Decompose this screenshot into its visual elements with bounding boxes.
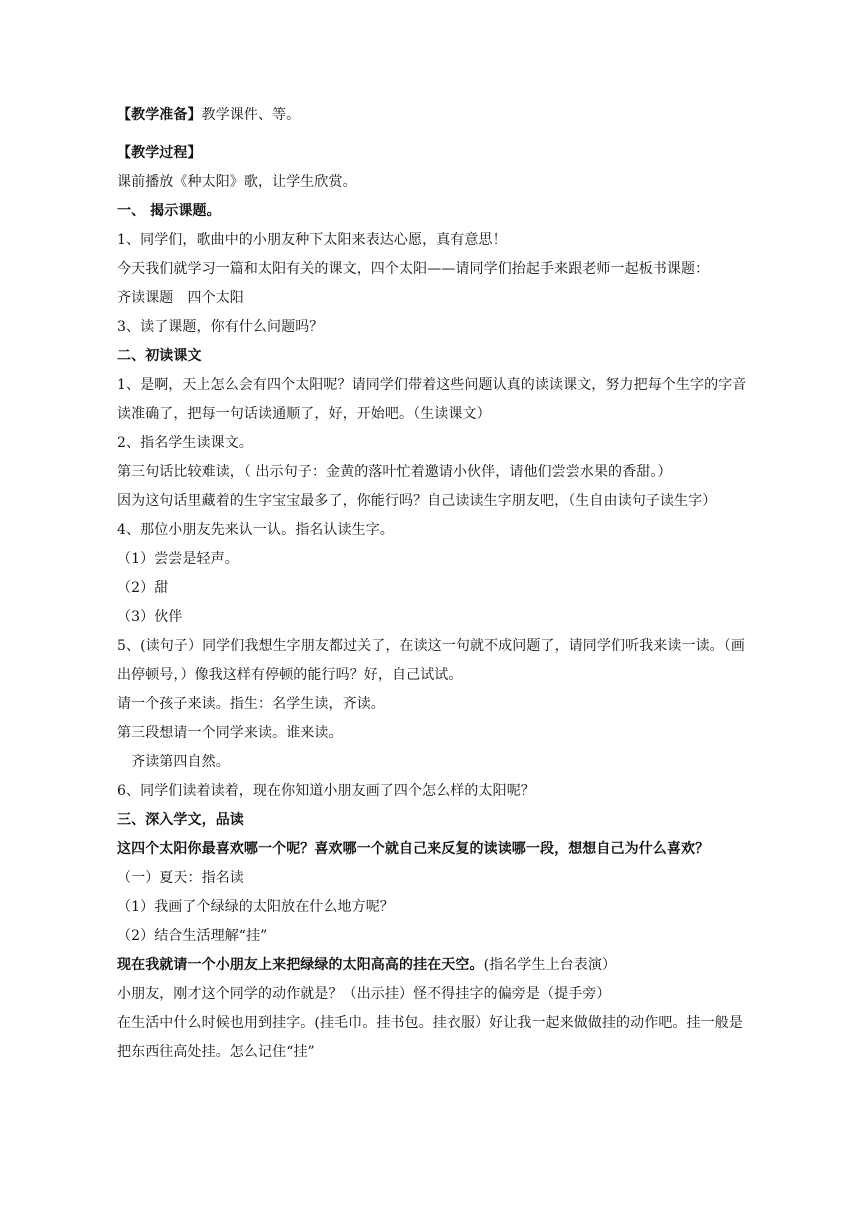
para-l17: 齐读第四自然。	[117, 754, 230, 770]
para-l9: 因为这句话里藏着的生字宝宝最多了，你能行吗？自己读读生字朋友吧，（生自由读句子读生字）	[117, 493, 717, 509]
prep-heading: 【教学准备】	[117, 107, 202, 123]
prep-line	[117, 101, 757, 130]
para-l14: 5、(读句子）同学们我想生字朋友都过关了，在读这一句就不成问题了，请同学们听我来读一读。（画出停顿号，）像我这样有停顿的能行吗？好，自己试试。	[117, 638, 745, 683]
para-l22: （2）结合生活理解“挂”	[117, 928, 268, 944]
para-l15: 请一个孩子来读。指生：名学生读，齐读。	[117, 696, 385, 712]
para-l4: 齐读课题 四个太阳	[117, 290, 244, 306]
heading-2: 二、初读课文	[117, 348, 202, 364]
para-l18: 6、同学们读着读着，现在你知道小朋友画了四个怎么样的太阳呢？	[117, 783, 535, 799]
para-l23	[117, 951, 757, 980]
para-l25: 在生活中什么时候也用到挂字。(挂毛巾。挂书包。挂衣服）好让我一起来做做挂的动作吧。挂一般是把东西往高处挂。怎么记住“挂”	[117, 1015, 743, 1060]
para-l6: 1、是啊，天上怎么会有四个太阳呢？请同学们带着这些问题认真的读读课文，努力把每个生字的字音读准确了，把每一句话读通顺了，好，开始吧。（生读课文）	[117, 377, 747, 422]
para-l23-rest: (指名学生上台表演）	[483, 957, 617, 973]
para-l19: 这四个太阳你最喜欢哪一个呢？喜欢哪一个就自己来反复的读读哪一段，想想自己为什么喜欢？	[117, 841, 710, 857]
para-l5: 3、读了课题，你有什么问题吗？	[117, 319, 324, 335]
para-l2: 1、同学们，歌曲中的小朋友种下太阳来表达心愿，真有意思！	[117, 232, 507, 248]
process-heading: 【教学过程】	[117, 145, 202, 161]
document-content	[117, 101, 757, 1067]
para-l12: （2）甜	[117, 580, 169, 596]
para-l10: 4、那位小朋友先来认一认。指名认读生字。	[117, 522, 394, 538]
para-l16: 第三段想请一个同学来读。谁来读。	[117, 725, 343, 741]
para-l23-bold: 现在我就请一个小朋友上来把绿绿的太阳高高的挂在天空。	[117, 957, 484, 973]
para-l20: （一）夏天：指名读	[117, 870, 244, 886]
para-l24: 小朋友，刚才这个同学的动作就是？（出示挂）怪不得挂字的偏旁是（提手旁）	[117, 986, 611, 1002]
para-l21: （1）我画了个绿绿的太阳放在什么地方呢？	[117, 899, 394, 915]
para-l7: 2、指名学生读课文。	[117, 435, 253, 451]
para-l8: 第三句话比较难读，（ 出示句子：金黄的落叶忙着邀请小伙伴，请他们尝尝水果的香甜。）	[117, 464, 672, 480]
para-l13: （3）伙伴	[117, 609, 183, 625]
para-l1: 课前播放《种太阳》歌，让学生欣赏。	[117, 174, 357, 190]
heading-1: 一、 揭示课题。	[117, 203, 221, 219]
para-l11: （1）尝尝是轻声。	[117, 551, 239, 567]
para-l3: 今天我们就学习一篇和太阳有关的课文，四个太阳——请同学们抬起手来跟老师一起板书课题：	[117, 261, 710, 277]
prep-text: 教学课件、等。	[201, 107, 301, 123]
heading-3: 三、深入学文，品读	[117, 812, 244, 828]
